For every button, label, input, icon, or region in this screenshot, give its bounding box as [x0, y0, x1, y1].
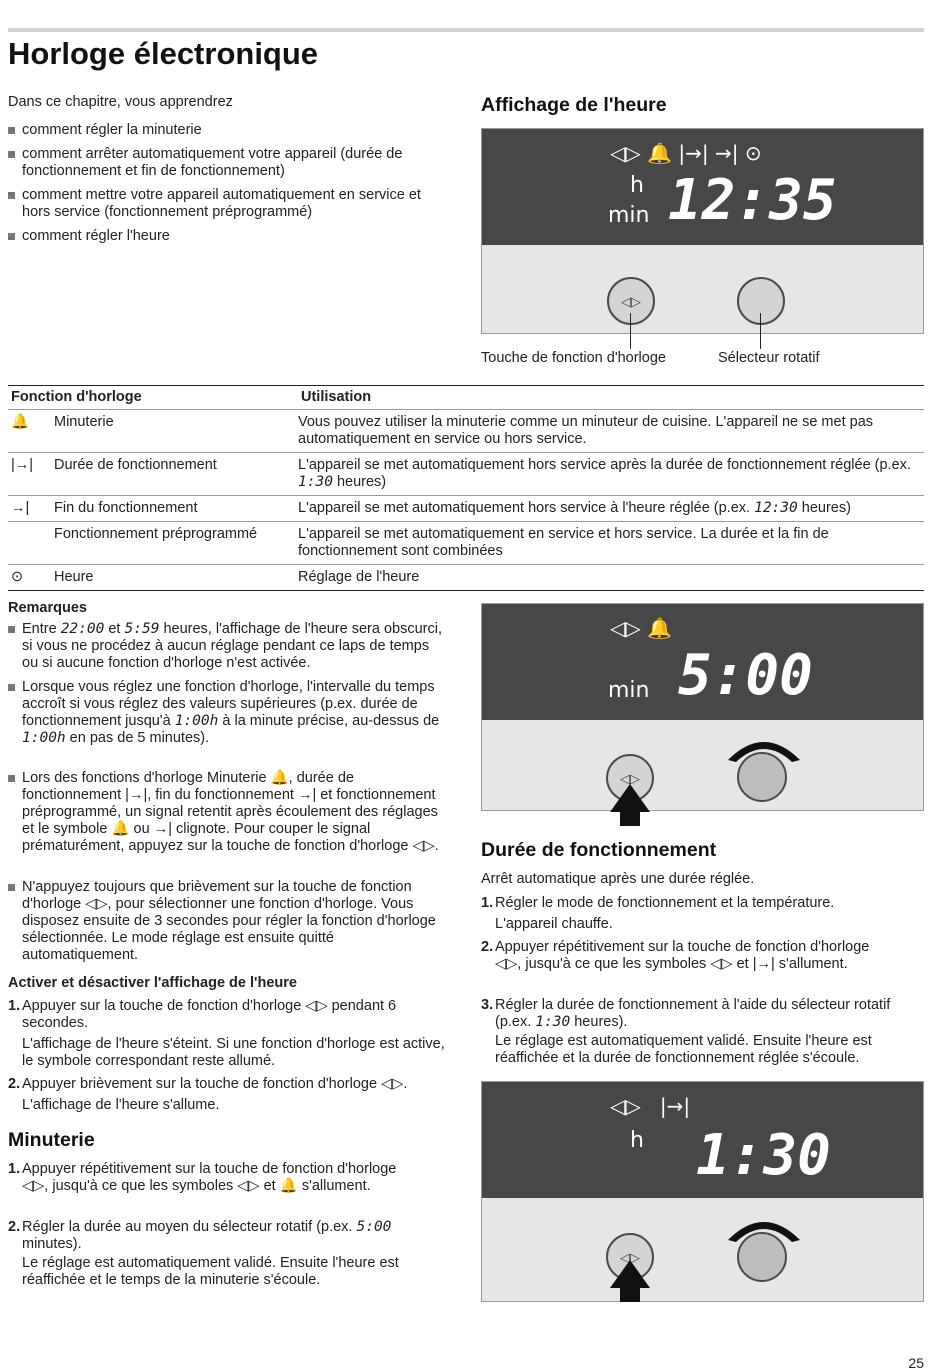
hour-label: h: [630, 173, 644, 198]
minute-label: min: [608, 203, 650, 228]
function-usage: L'appareil se met automatiquement en service et hors service. La durée et la fin de fonctionnement sont combinées: [298, 522, 924, 565]
leader-line: [630, 313, 631, 349]
clock-function-button[interactable]: ◁▷: [607, 277, 655, 325]
rotate-arrow-icon: [724, 1210, 804, 1244]
intro-lead: Dans ce chapitre, vous apprendrez: [8, 94, 233, 110]
table-row: [8, 410, 924, 453]
intro-bullet: comment régler la minuterie: [8, 122, 448, 139]
activer-title: Activer et désactiver l'affichage de l'heure: [8, 975, 297, 991]
press-arrow-icon: [620, 1286, 640, 1302]
remarque-bullet: Lors des fonctions d'horloge Minuterie 🔔, durée de fonctionnement |→|, fin du fonctionnement →| et fonctionnement préprogrammé, un signal retentit après écoulement des réglages et le symbole 🔔 ou →| clignote. Pour couper le signal prématurément, appuyez sur la touche de fonction d'horloge ◁▷.: [8, 770, 448, 855]
hour-label: h: [630, 1128, 644, 1153]
display-panel-clock: [481, 128, 924, 334]
activer-step-2: 2. Appuyer brièvement sur la touche de fonction d'horloge ◁▷. L'affichage de l'heure s'allume.: [8, 1076, 408, 1113]
rotate-arrow-icon: [724, 730, 804, 764]
duree-step-1: 1. Régler le mode de fonctionnement et la température. L'appareil chauffe.: [481, 895, 835, 932]
duration-icon: |→|: [8, 453, 54, 496]
function-usage: L'appareil se met automatiquement hors service après la durée de fonctionnement réglée (p.ex. 1:30 heures): [298, 453, 924, 496]
display-panel-duration: [481, 1081, 924, 1302]
minuterie-title: Minuterie: [8, 1129, 95, 1151]
top-rule: [8, 28, 924, 32]
remarque-bullet: N'appuyez toujours que brièvement sur la touche de fonction d'horloge ◁▷, pour sélectionner une fonction d'horloge. Vous disposez ensuite de 3 secondes pour régler la fonction d'horloge sélectionnée. Le mode réglage est ensuite quitté automatiquement.: [8, 879, 448, 964]
minuterie-step-1: 1. Appuyer répétitivement sur la touche de fonction d'horloge ◁▷, jusqu'à ce que les symboles ◁▷ et 🔔 s'allument.: [8, 1161, 397, 1194]
table-row: [8, 522, 924, 565]
table-header-function: Fonction d'horloge: [8, 386, 298, 410]
clock-function-button[interactable]: ◁▷: [606, 754, 654, 802]
label-rotary-selector: Sélecteur rotatif: [718, 350, 820, 366]
table-header-usage: Utilisation: [298, 386, 924, 410]
label-clock-button: Touche de fonction d'horloge: [481, 350, 666, 366]
table-row: [8, 496, 924, 522]
table-row: [8, 453, 924, 496]
time-readout: 1:30: [696, 1123, 831, 1188]
function-symbols: ◁▷ 🔔 |→| →| ⊙: [610, 141, 762, 165]
duree-step-2: 2. Appuyer répétitivement sur la touche de fonction d'horloge ◁▷, jusqu'à ce que les symboles ◁▷ et |→| s'allument.: [481, 939, 870, 972]
function-usage: L'appareil se met automatiquement hors service à l'heure réglée (p.ex. 12:30 heures): [298, 496, 924, 522]
page-title: Horloge électronique: [8, 36, 319, 71]
intro-bullet: comment arrêter automatiquement votre appareil (durée de fonctionnement et fin de fonctionnement): [8, 146, 448, 180]
table-row: [8, 565, 924, 591]
affichage-title: Affichage de l'heure: [481, 94, 667, 116]
end-icon: →|: [8, 496, 54, 522]
minute-label: min: [608, 678, 650, 703]
remarque-bullet: Entre 22:00 et 5:59 heures, l'affichage de l'heure sera obscurci, si vous ne procédez à aucun réglage pendant ce laps de temps ou si aucune fonction d'horloge n'est activée.: [8, 621, 448, 672]
bell-icon: 🔔: [8, 410, 54, 453]
remarque-bullet: Lorsque vous réglez une fonction d'horloge, l'intervalle du temps accroît si vous réglez des valeurs supérieures (p.ex. durée de fonctionnement jusqu'à 1:00h à la minute précise, au-dessus de 1:00h en pas de 5 minutes).: [8, 679, 448, 747]
activer-step-1: 1. Appuyer sur la touche de fonction d'horloge ◁▷ pendant 6 secondes. L'affichage de l'heure s'éteint. Si une fonction d'horloge est active, le symbole correspondant reste allumé.: [8, 998, 445, 1069]
intro-bullet: comment mettre votre appareil automatiquement en service et hors service (fonctionnement préprogrammé): [8, 187, 448, 221]
clock-function-table: [8, 385, 924, 591]
leader-line: [760, 313, 761, 349]
page-number: 25: [908, 1355, 924, 1371]
clock-function-button[interactable]: ◁▷: [606, 1233, 654, 1281]
intro-bullet: comment régler l'heure: [8, 228, 448, 245]
display-screen: [482, 129, 923, 245]
function-name: Minuterie: [54, 410, 298, 453]
press-arrow-icon: [610, 784, 650, 812]
rotary-selector[interactable]: [737, 277, 785, 325]
time-readout: 12:35: [668, 168, 837, 233]
time-readout: 5:00: [678, 643, 813, 708]
duree-step-3: 3. Régler la durée de fonctionnement à l'aide du sélecteur rotatif (p.ex. 1:30 heures). Le réglage est automatiquement validé. Ensuite l'heure est réaffichée et la durée de fonctionnement réglée s'écoule.: [481, 997, 891, 1066]
function-usage: Réglage de l'heure: [298, 565, 924, 591]
display-panel-timer: [481, 603, 924, 811]
function-symbols: ◁▷ 🔔: [610, 616, 673, 640]
clock-icon: ⊙: [8, 565, 54, 591]
press-arrow-icon: [620, 810, 640, 826]
display-screen: [482, 604, 923, 720]
remarques-title: Remarques: [8, 600, 87, 616]
minuterie-step-2: 2. Régler la durée au moyen du sélecteur rotatif (p.ex. 5:00 minutes). Le réglage est automatiquement validé. Ensuite l'heure est réaffichée et le temps de la minuterie s'écoule.: [8, 1219, 399, 1288]
press-arrow-icon: [610, 1260, 650, 1288]
duree-title: Durée de fonctionnement: [481, 839, 717, 861]
function-name: Fin du fonctionnement: [54, 496, 298, 522]
display-screen: [482, 1082, 923, 1198]
duree-lead: Arrêt automatique après une durée réglée.: [481, 871, 755, 887]
function-symbols: ◁▷ |→|: [610, 1094, 691, 1118]
function-usage: Vous pouvez utiliser la minuterie comme un minuteur de cuisine. L'appareil ne se met pas automatiquement en service ou hors service.: [298, 410, 924, 453]
function-name: Heure: [54, 565, 298, 591]
function-name: Durée de fonctionnement: [54, 453, 298, 496]
function-name: Fonctionnement préprogrammé: [54, 522, 298, 565]
